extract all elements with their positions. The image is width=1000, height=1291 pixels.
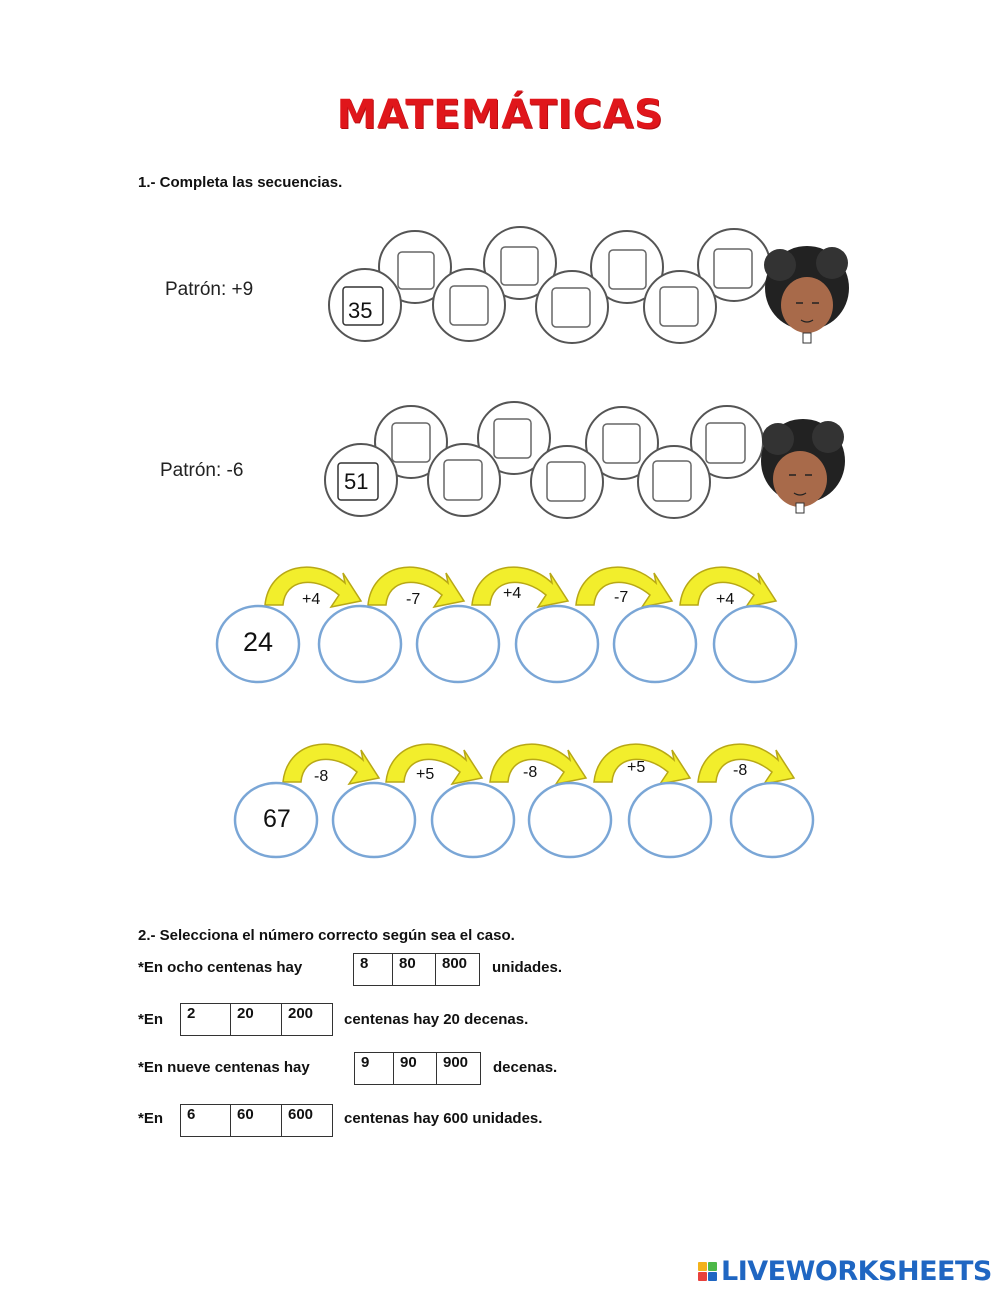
option-cell[interactable]: 6	[181, 1105, 231, 1136]
question-1-options	[353, 953, 480, 986]
answer-box[interactable]	[714, 249, 752, 288]
option-cell[interactable]: 900	[443, 1054, 469, 1071]
step-label: +4	[302, 591, 321, 608]
arrow-sequence-2	[228, 730, 828, 880]
answer-oval[interactable]	[432, 783, 514, 857]
answer-box[interactable]	[444, 460, 482, 500]
step-label: -7	[406, 591, 421, 608]
section-1-heading: 1.- Completa las secuencias.	[138, 174, 343, 191]
option-cell[interactable]: 80	[393, 954, 436, 985]
sequence-start-number: 51	[344, 469, 369, 494]
answer-oval[interactable]	[731, 783, 813, 857]
answer-box[interactable]	[552, 288, 590, 327]
question-4-options	[180, 1104, 333, 1137]
option-cell[interactable]: 60	[231, 1105, 282, 1136]
option-cell[interactable]: 20	[231, 1004, 282, 1035]
answer-box[interactable]	[392, 423, 430, 462]
step-label: +5	[416, 766, 435, 783]
option-cell[interactable]: 90	[394, 1053, 437, 1084]
brand-name: LIVEWORKSHEETS	[721, 1256, 992, 1287]
step-label: -8	[314, 768, 329, 785]
answer-box[interactable]	[609, 250, 646, 289]
answer-oval[interactable]	[629, 783, 711, 857]
pattern-label-1: Patrón: +9	[165, 279, 254, 300]
answer-oval[interactable]	[714, 606, 796, 682]
jump-arrow-icon	[490, 744, 586, 784]
option-cell[interactable]: 2	[181, 1004, 231, 1035]
page-title: MATEMÁTICAS	[336, 92, 664, 138]
answer-box[interactable]	[494, 419, 531, 458]
question-4-prefix: *En	[138, 1110, 164, 1127]
answer-box[interactable]	[450, 286, 488, 325]
option-cell[interactable]: 8	[354, 954, 393, 985]
brand-logo	[698, 1256, 992, 1287]
question-3-options	[354, 1052, 481, 1085]
question-3-prefix: *En nueve centenas hay	[138, 1059, 310, 1076]
jump-arrow-icon	[283, 744, 379, 784]
answer-box[interactable]	[603, 424, 640, 463]
option-cell[interactable]: 800	[442, 955, 468, 972]
liveworksheets-logo-icon	[698, 1262, 717, 1281]
step-label: +4	[503, 585, 522, 602]
sequence-start-number: 67	[263, 805, 291, 833]
question-3-suffix: decenas.	[493, 1059, 558, 1076]
option-cell[interactable]: 200	[288, 1005, 314, 1022]
caterpillar-sequence-1	[320, 225, 865, 350]
section-2-heading: 2.- Selecciona el número correcto según sea el caso.	[138, 927, 515, 944]
answer-oval[interactable]	[516, 606, 598, 682]
caterpillar-sequence-2	[316, 395, 861, 520]
answer-oval[interactable]	[319, 606, 401, 682]
step-label: +4	[716, 591, 735, 608]
question-2-suffix: centenas hay 20 decenas.	[344, 1011, 529, 1028]
answer-oval[interactable]	[333, 783, 415, 857]
step-label: -8	[733, 762, 748, 779]
answer-oval[interactable]	[417, 606, 499, 682]
question-1-suffix: unidades.	[492, 959, 563, 976]
question-2-prefix: *En	[138, 1011, 164, 1028]
sequence-start-number: 35	[348, 298, 373, 323]
question-1-prefix: *En ocho centenas hay	[138, 959, 303, 976]
option-cell[interactable]: 600	[288, 1106, 314, 1123]
answer-box[interactable]	[653, 461, 691, 501]
answer-oval[interactable]	[614, 606, 696, 682]
answer-box[interactable]	[398, 252, 434, 289]
answer-box[interactable]	[547, 462, 585, 501]
girl-head-icon	[764, 246, 849, 343]
answer-box[interactable]	[501, 247, 538, 285]
step-label: -7	[614, 589, 629, 606]
question-2-options	[180, 1003, 333, 1036]
arrow-sequence-1	[210, 555, 810, 705]
option-cell[interactable]: 9	[355, 1053, 394, 1084]
pattern-label-2: Patrón: -6	[160, 460, 244, 481]
answer-oval[interactable]	[529, 783, 611, 857]
answer-box[interactable]	[706, 423, 745, 463]
sequence-start-number: 24	[243, 627, 274, 657]
girl-head-icon	[761, 419, 845, 513]
question-4-suffix: centenas hay 600 unidades.	[344, 1110, 543, 1127]
step-label: +5	[627, 759, 646, 776]
answer-box[interactable]	[660, 287, 698, 326]
step-label: -8	[523, 764, 538, 781]
